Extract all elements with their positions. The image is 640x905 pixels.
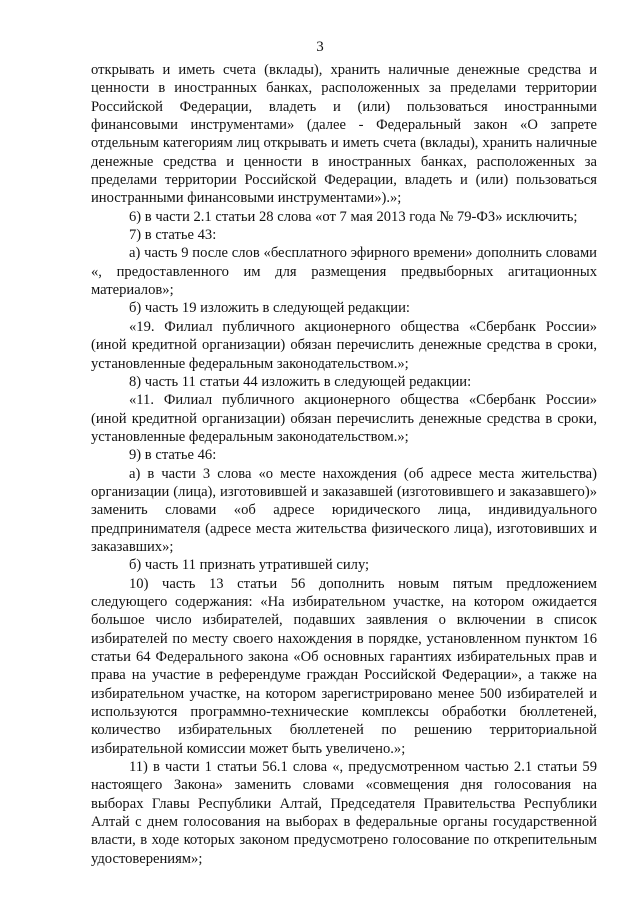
document-body bbox=[91, 61, 597, 868]
paragraph-item-7b: б) часть 19 изложить в следующей редакции: bbox=[129, 300, 410, 317]
paragraph-item-6: 6) в части 2.1 статьи 28 слова «от 7 мая 2013 года № 79-ФЗ» исключить; bbox=[129, 208, 578, 225]
paragraph-item-7a: а) часть 9 после слов «бесплатного эфирного времени» дополнить словами «, предоставленного им для размещения предвыборных агитационных материалов»; bbox=[91, 245, 597, 299]
paragraph-item-8: 8) часть 11 статьи 44 изложить в следующей редакции: bbox=[129, 373, 472, 390]
paragraph-item-10: 10) часть 13 статьи 56 дополнить новым пятым предложением следующего содержания: «На избирательном участке, на котором ожидается большое число избирателей, подавших заявления о включении в список избирателей по месту своего нахождения в порядке, установленном пунктом 16 статьи 64 Федерального закона «Об основных гарантиях избирательных прав и права на участие в референдуме граждан Российской Федерации», а также на избирательном участке, на котором зарегистрировано менее 500 избирателей и используются программно-технические комплексы обработки бюллетеней, количество избирательных бюллетеней по решению территориальной избирательной комиссии может быть увеличено.»; bbox=[91, 575, 597, 757]
paragraph-part-11-text: «11. Филиал публичного акционерного общества «Сбербанк России» (иной кредитной организации) обязан перечислить денежные средства в сроки, установленные федеральным законодательством.»; bbox=[91, 392, 597, 445]
paragraph-item-9a: а) в части 3 слова «о месте нахождения (об адресе места жительства) организации (лица), изготовившей и заказавшей (изготовившего и заказавшего)» заменить словами «об адресе юридического лица, индивидуального предпринимателя (адресе места жительства физического лица), изготовивших и заказавших»; bbox=[91, 465, 597, 555]
page-number: 3 bbox=[316, 39, 324, 55]
paragraph-item-11: 11) в части 1 статьи 56.1 слова «, предусмотренном частью 2.1 статьи 59 настоящего Закона» заменить словами «совмещения дня голосования на выборах Главы Республики Алтай, Председателя Правительства Республики Алтай с днем голосования на выборах в федеральные органы государственной власти, в ходе которых законом предусмотрено голосование по открепительным удостоверениям»; bbox=[91, 759, 597, 867]
paragraph-item-9: 9) в статье 46: bbox=[129, 447, 217, 464]
paragraph-part-19-text: «19. Филиал публичного акционерного общества «Сбербанк России» (иной кредитной организации) обязан перечислить денежные средства в сроки, установленные федеральным законодательством.»; bbox=[91, 318, 597, 372]
paragraph-item-7: 7) в статье 43: bbox=[129, 227, 217, 244]
paragraph-continuation: открывать и иметь счета (вклады), хранить наличные денежные средства и ценности в иностранных банках, расположенных за пределами территории Российской Федерации, владеть и (или) пользоваться иностранными финансовыми инструментами» (далее - Федеральный закон «О запрете отдельным категориям лиц открывать и иметь счета (вклады), хранить наличные денежные средства и ценности в иностранных банках, расположенных за пределами территории Российской Федерации, владеть и (или) пользоваться иностранными финансовыми инструментами»).»; bbox=[91, 62, 597, 207]
paragraph-item-9b: б) часть 11 признать утратившей силу; bbox=[129, 557, 370, 574]
